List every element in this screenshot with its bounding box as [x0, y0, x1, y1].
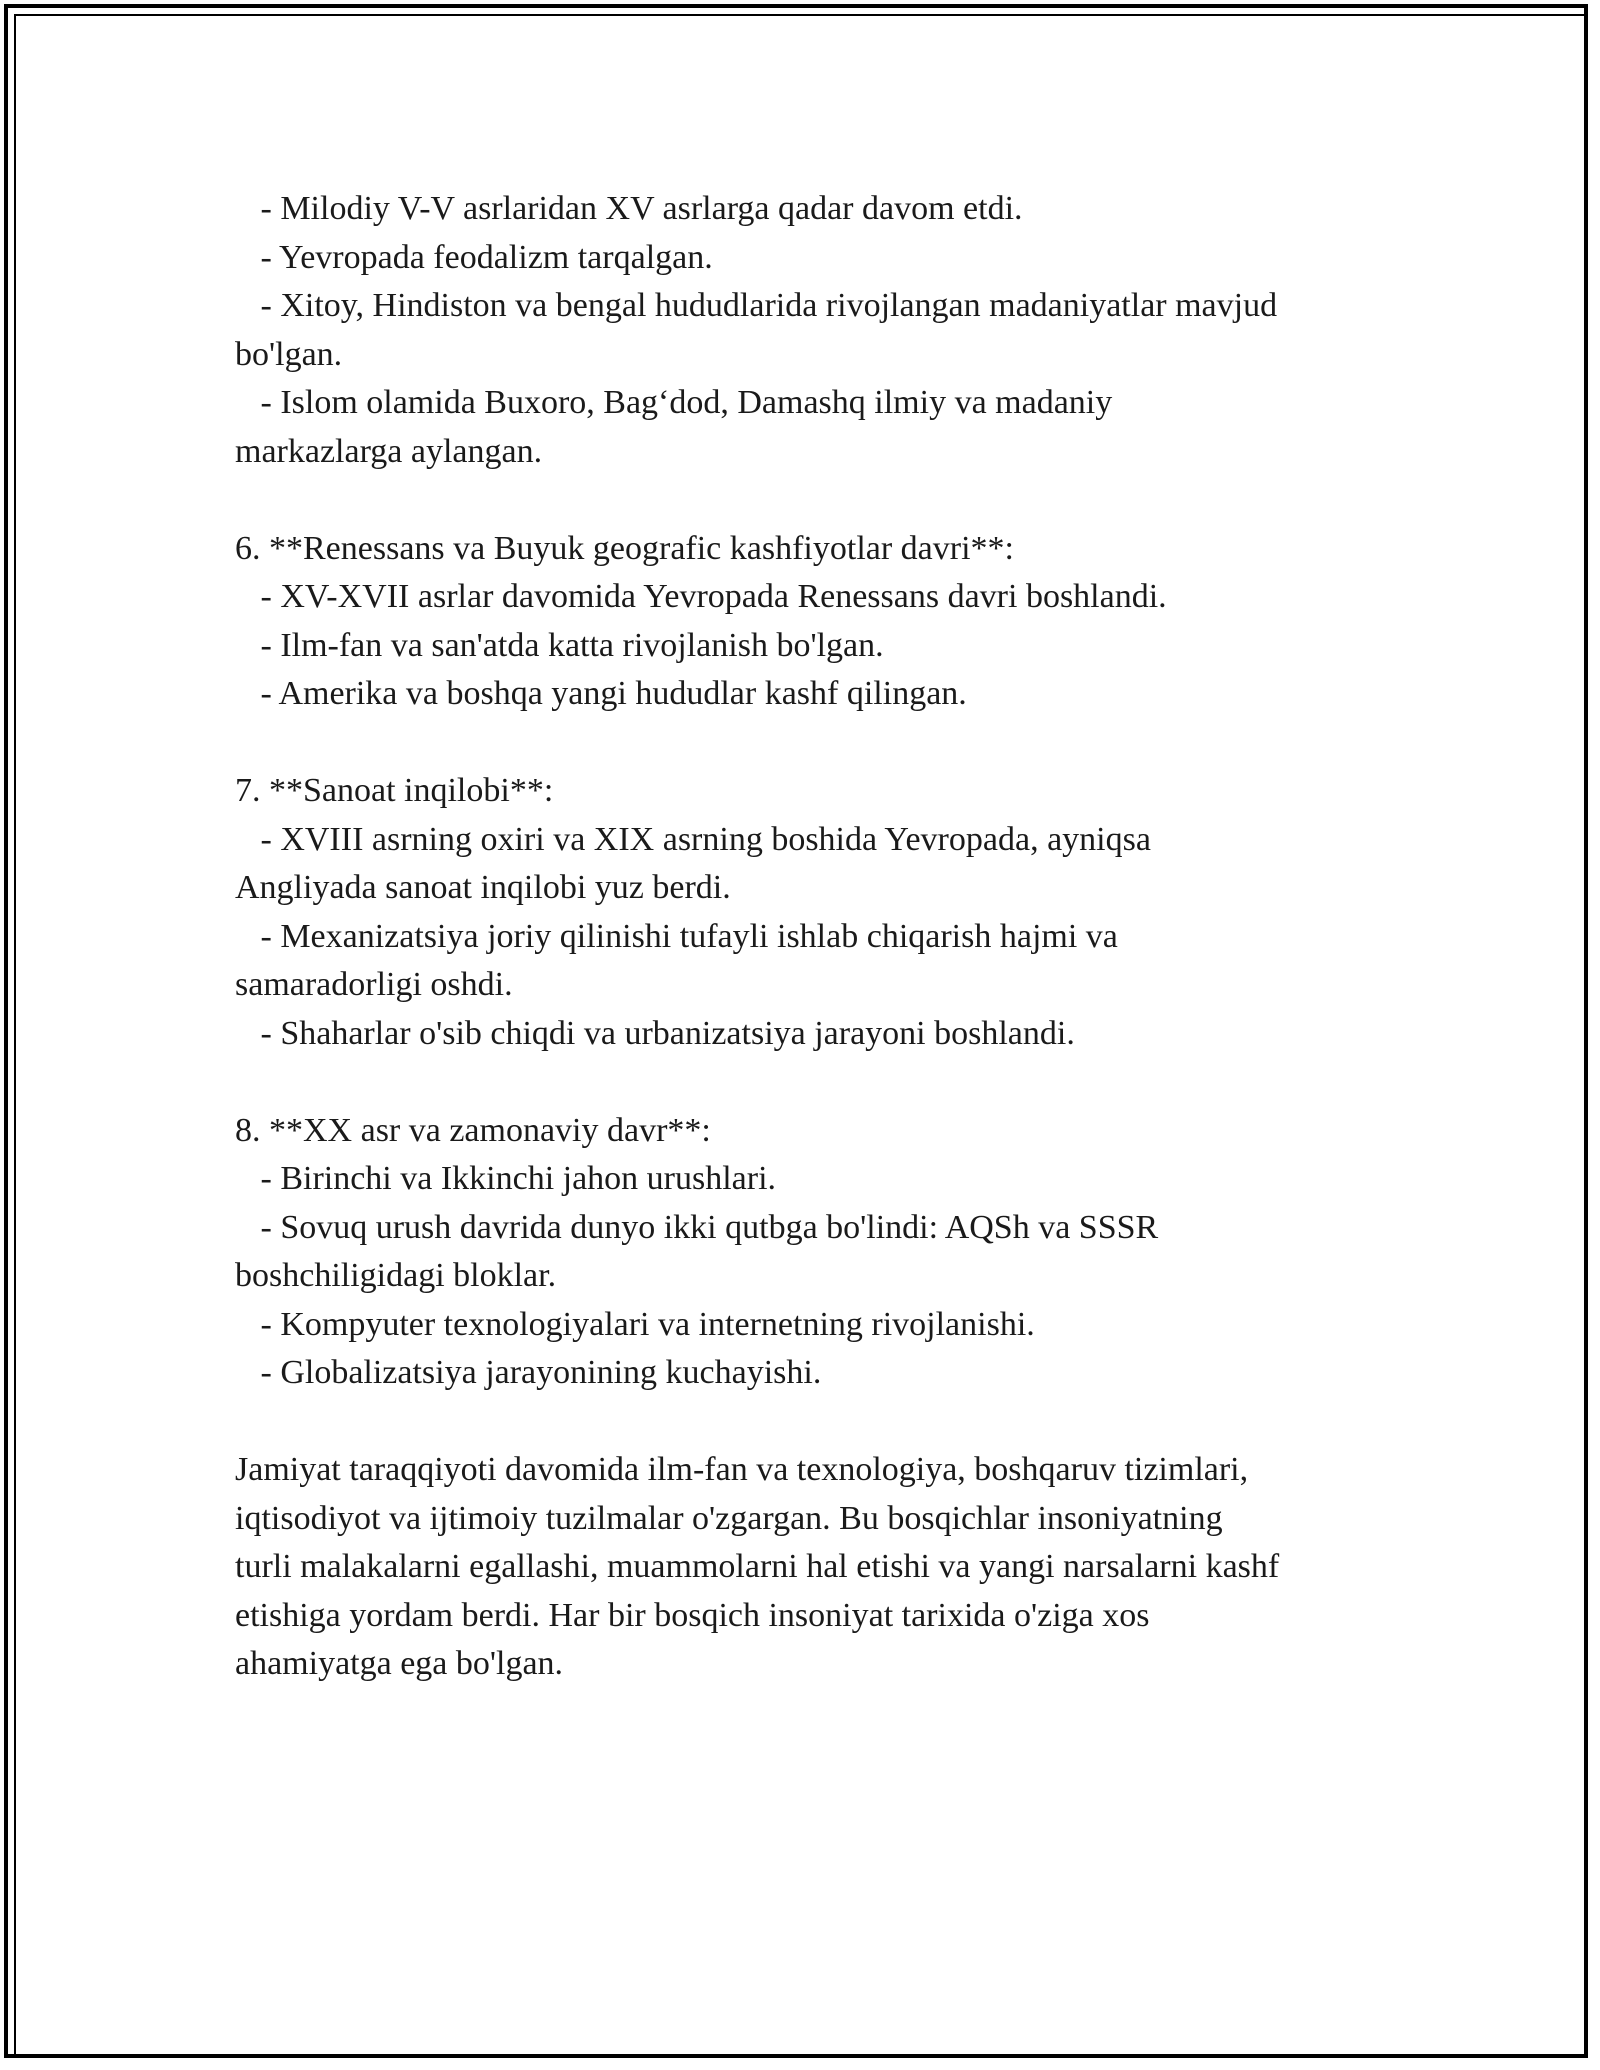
spacer [235, 1058, 1375, 1107]
list-item-continuation: bo'lgan. [235, 335, 343, 373]
section-5-continuation [235, 185, 1375, 476]
list-item: - Kompyuter texnologiyalari va internetning rivojlanishi. [235, 1305, 1035, 1343]
list-item: - Xitoy, Hindiston va bengal hududlarida rivojlangan madaniyatlar mavjud [235, 287, 1278, 324]
list-item: - XVIII asrning oxiri va XIX asrning boshida Yevropada, ayniqsa [235, 820, 1151, 858]
section-heading: 8. **XX asr va zamonaviy davr**: [235, 1111, 711, 1149]
section-heading: 6. **Renessans va Buyuk geografic kashfiyotlar davri**: [235, 529, 1014, 567]
list-item: - Mexanizatsiya joriy qilinishi tufayli ishlab chiqarish hajmi va [235, 917, 1118, 955]
section-7 [235, 767, 1375, 1058]
conclusion-paragraph [235, 1446, 1375, 1689]
paragraph-line: ahamiyatga ega bo'lgan. [235, 1645, 564, 1682]
list-item: - Yevropada feodalizm tarqalgan. [235, 238, 713, 276]
list-item: - Birinchi va Ikkinchi jahon urushlari. [235, 1160, 777, 1197]
list-item-continuation: Angliyada sanoat inqilobi yuz berdi. [235, 869, 731, 906]
list-item-continuation: markazlarga aylangan. [235, 432, 543, 470]
list-item-continuation: samaradorligi oshdi. [235, 966, 513, 1003]
list-item: - Shaharlar o'sib chiqdi va urbanizatsiya jarayoni boshlandi. [235, 1014, 1075, 1052]
list-item: - Islom olamida Buxoro, Bag‘dod, Damashq ilmiy va madaniy [235, 384, 1113, 421]
list-item: - Milodiy V-V asrlaridan XV asrlarga qadar davom etdi. [235, 190, 1023, 227]
list-item-continuation: boshchiligidagi bloklar. [235, 1257, 557, 1294]
paragraph-line: etishiga yordam berdi. Har bir bosqich insoniyat tarixida o'ziga xos [235, 1596, 1150, 1634]
paragraph-line: turli malakalarni egallashi, muammolarni hal etishi va yangi narsalarni kashf [235, 1548, 1280, 1585]
section-heading: 7. **Sanoat inqilobi**: [235, 772, 554, 809]
list-item: - Sovuq urush davrida dunyo ikki qutbga bo'lindi: AQSh va SSSR [235, 1208, 1159, 1246]
document-body [235, 185, 1375, 1689]
list-item: - Amerika va boshqa yangi hududlar kashf qilingan. [235, 675, 967, 712]
list-item: - Ilm-fan va san'atda katta rivojlanish bo'lgan. [235, 626, 884, 664]
paragraph-line: iqtisodiyot va ijtimoiy tuzilmalar o'zgargan. Bu bosqichlar insoniyatning [235, 1499, 1223, 1537]
paragraph-line: Jamiyat taraqqiyoti davomida ilm-fan va texnologiya, boshqaruv tizimlari, [235, 1451, 1249, 1488]
list-item: - XV-XVII asrlar davomida Yevropada Renessans davri boshlandi. [235, 578, 1167, 615]
section-6 [235, 525, 1375, 719]
spacer [235, 719, 1375, 768]
spacer [235, 1398, 1375, 1447]
section-8 [235, 1107, 1375, 1398]
list-item: - Globalizatsiya jarayonining kuchayishi. [235, 1354, 822, 1391]
spacer [235, 476, 1375, 525]
